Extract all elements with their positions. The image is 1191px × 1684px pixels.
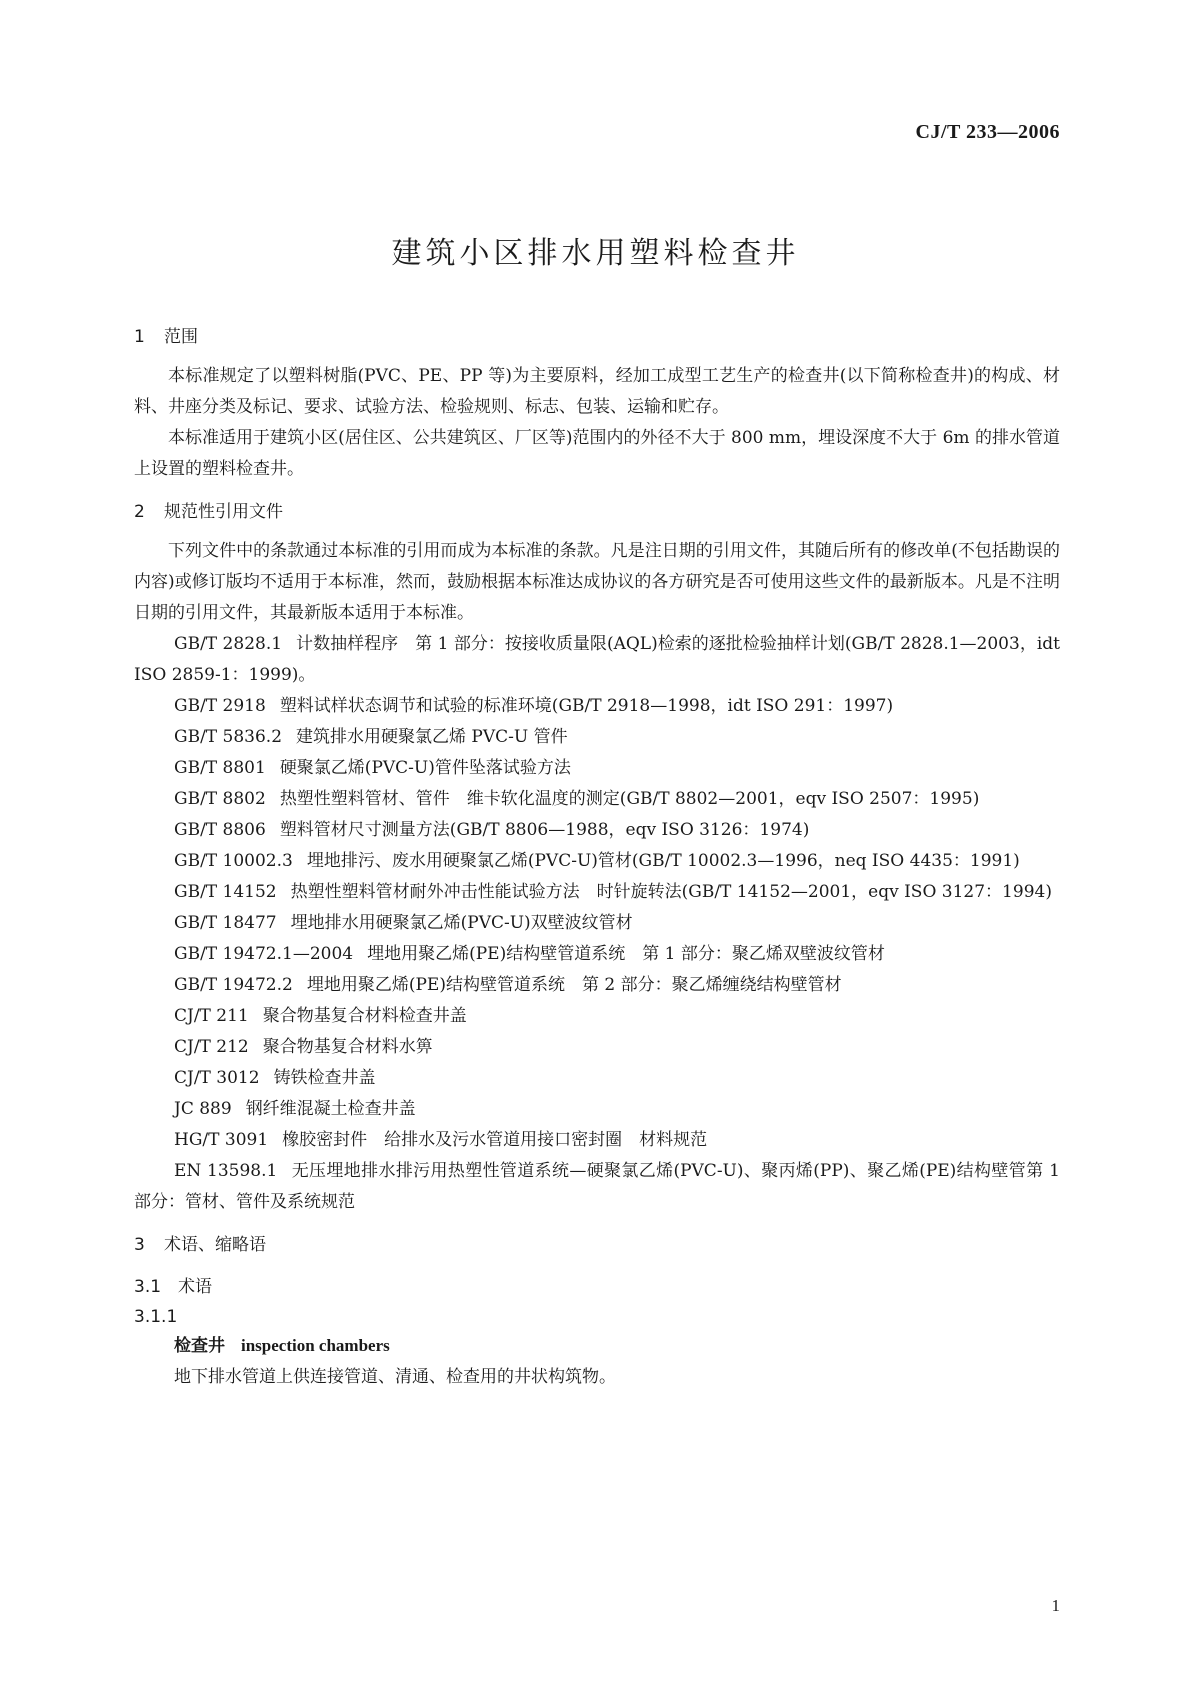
document-body [134,324,1060,1393]
paragraph: 本标准适用于建筑小区(居住区、公共建筑区、厂区等)范围内的外径不大于 800 mm，埋设深度不大于 6m 的排水管道上设置的塑料检查井。 [134,428,1060,479]
reference-item [134,1063,1060,1094]
section-number: 1 [134,327,145,347]
standard-code: CJ/T 233—2006 [915,121,1060,143]
reference-code: CJ/T 3012 [174,1068,260,1088]
section-title: 规范性引用文件 [164,502,283,522]
reference-text: 塑料管材尺寸测量方法(GB/T 8806—1988，eqv ISO 3126：1974) [279,820,810,840]
reference-item [134,722,1060,753]
paragraph: 本标准规定了以塑料树脂(PVC、PE、PP 等)为主要原料，经加工成型工艺生产的检查井(以下简称检查井)的构成、材料、井座分类及标记、要求、试验方法、检验规则、标志、包装、运输和贮存。 [134,366,1060,417]
reference-item [134,691,1060,722]
subsection-title: 术语 [178,1277,212,1297]
term-english: inspection chambers [241,1336,390,1355]
reference-code: JC 889 [174,1099,232,1119]
reference-code: CJ/T 212 [174,1037,249,1057]
reference-code: HG/T 3091 [174,1130,269,1150]
reference-text: 聚合物基复合材料水箅 [262,1037,433,1057]
section-title: 术语、缩略语 [164,1235,266,1255]
reference-code: GB/T 8801 [174,758,266,778]
reference-code: GB/T 10002.3 [174,851,293,871]
reference-text: 铸铁检查井盖 [273,1068,376,1088]
reference-code: CJ/T 211 [174,1006,249,1026]
reference-code: GB/T 2918 [174,696,266,716]
paragraph: 下列文件中的条款通过本标准的引用而成为本标准的条款。凡是注日期的引用文件，其随后所有的修改单(不包括勘误的内容)或修订版均不适用于本标准，然而，鼓励根据本标准达成协议的各方研究是否可使用这些文件的最新版本。凡是不注明日期的引用文件，其最新版本适用于本标准。 [134,541,1060,623]
reference-code: GB/T 5836.2 [174,727,283,747]
reference-code: GB/T 8802 [174,789,266,809]
reference-item [134,1094,1060,1125]
reference-item [134,908,1060,939]
section-number: 3 [134,1235,145,1255]
reference-text: 热塑性塑料管材、管件 维卡软化温度的测定(GB/T 8802—2001，eqv ISO 2507：1995) [279,789,980,809]
reference-text: 硬聚氯乙烯(PVC-U)管件坠落试验方法 [279,758,571,778]
reference-text: 埋地排污、废水用硬聚氯乙烯(PVC-U)管材(GB/T 10002.3—1996，neq ISO 4435：1991) [306,851,1020,871]
reference-text: 聚合物基复合材料检查井盖 [262,1006,467,1026]
reference-text: 塑料试样状态调节和试验的标准环境(GB/T 2918—1998，idt ISO 291：1997) [279,696,894,716]
term-chinese: 检查井 [174,1336,225,1356]
reference-text: 埋地排水用硬聚氯乙烯(PVC-U)双壁波纹管材 [290,913,633,933]
reference-text: 计数抽样程序 第 1 部分：按接收质量限(AQL)检索的逐批检验抽样计划(GB/T 2828.1—2003，idt ISO 2859-1：1999)。 [134,634,1060,685]
document-title: 建筑小区排水用塑料检查井 [391,236,800,271]
reference-item [134,1032,1060,1063]
section-1-heading [134,324,1060,350]
section-2-heading [134,499,1060,525]
reference-item [134,753,1060,784]
reference-text: 埋地用聚乙烯(PE)结构壁管道系统 第 1 部分：聚乙烯双壁波纹管材 [367,944,885,964]
subsection-number: 3.1 [134,1277,162,1297]
page-number: 1 [1051,1596,1060,1615]
term-definition: 地下排水管道上供连接管道、清通、检查用的井状构筑物。 [174,1367,616,1387]
reference-text: 热塑性塑料管材耐外冲击性能试验方法 时针旋转法(GB/T 14152—2001，eqv ISO 3127：1994) [290,882,1052,902]
reference-item [134,846,1060,877]
reference-list [134,629,1060,1218]
reference-text: 建筑排水用硬聚氯乙烯 PVC-U 管件 [296,727,568,747]
reference-code: GB/T 8806 [174,820,266,840]
reference-item [134,784,1060,815]
reference-text: 埋地用聚乙烯(PE)结构壁管道系统 第 2 部分：聚乙烯缠绕结构壁管材 [306,975,842,995]
reference-text: 钢纤维混凝土检查井盖 [245,1099,416,1119]
reference-code: GB/T 2828.1 [174,634,283,654]
reference-text: 无压埋地排水排污用热塑性管道系统—硬聚氯乙烯(PVC-U)、聚丙烯(PP)、聚乙烯(PE)结构壁管第 1 部分：管材、管件及系统规范 [134,1161,1060,1212]
reference-code: GB/T 14152 [174,882,277,902]
reference-text: 橡胶密封件 给排水及污水管道用接口密封圈 材料规范 [282,1130,708,1150]
reference-item [134,629,1060,691]
reference-item [134,1001,1060,1032]
section-number: 2 [134,502,145,522]
reference-code: GB/T 19472.2 [174,975,293,995]
reference-code: EN 13598.1 [174,1161,278,1181]
section-3-heading [134,1232,1060,1258]
subsection-number: 3.1.1 [134,1307,178,1327]
reference-item [134,939,1060,970]
reference-item [134,1125,1060,1156]
reference-code: GB/T 19472.1—2004 [174,944,354,964]
reference-code: GB/T 18477 [174,913,277,933]
reference-item [134,970,1060,1001]
reference-item [134,877,1060,908]
section-title: 范围 [164,327,198,347]
reference-item [134,815,1060,846]
reference-item [134,1156,1060,1218]
subsection-3-1-heading [134,1274,1060,1300]
subsection-3-1-1-heading [134,1304,1060,1330]
term-entry [134,1330,1060,1362]
